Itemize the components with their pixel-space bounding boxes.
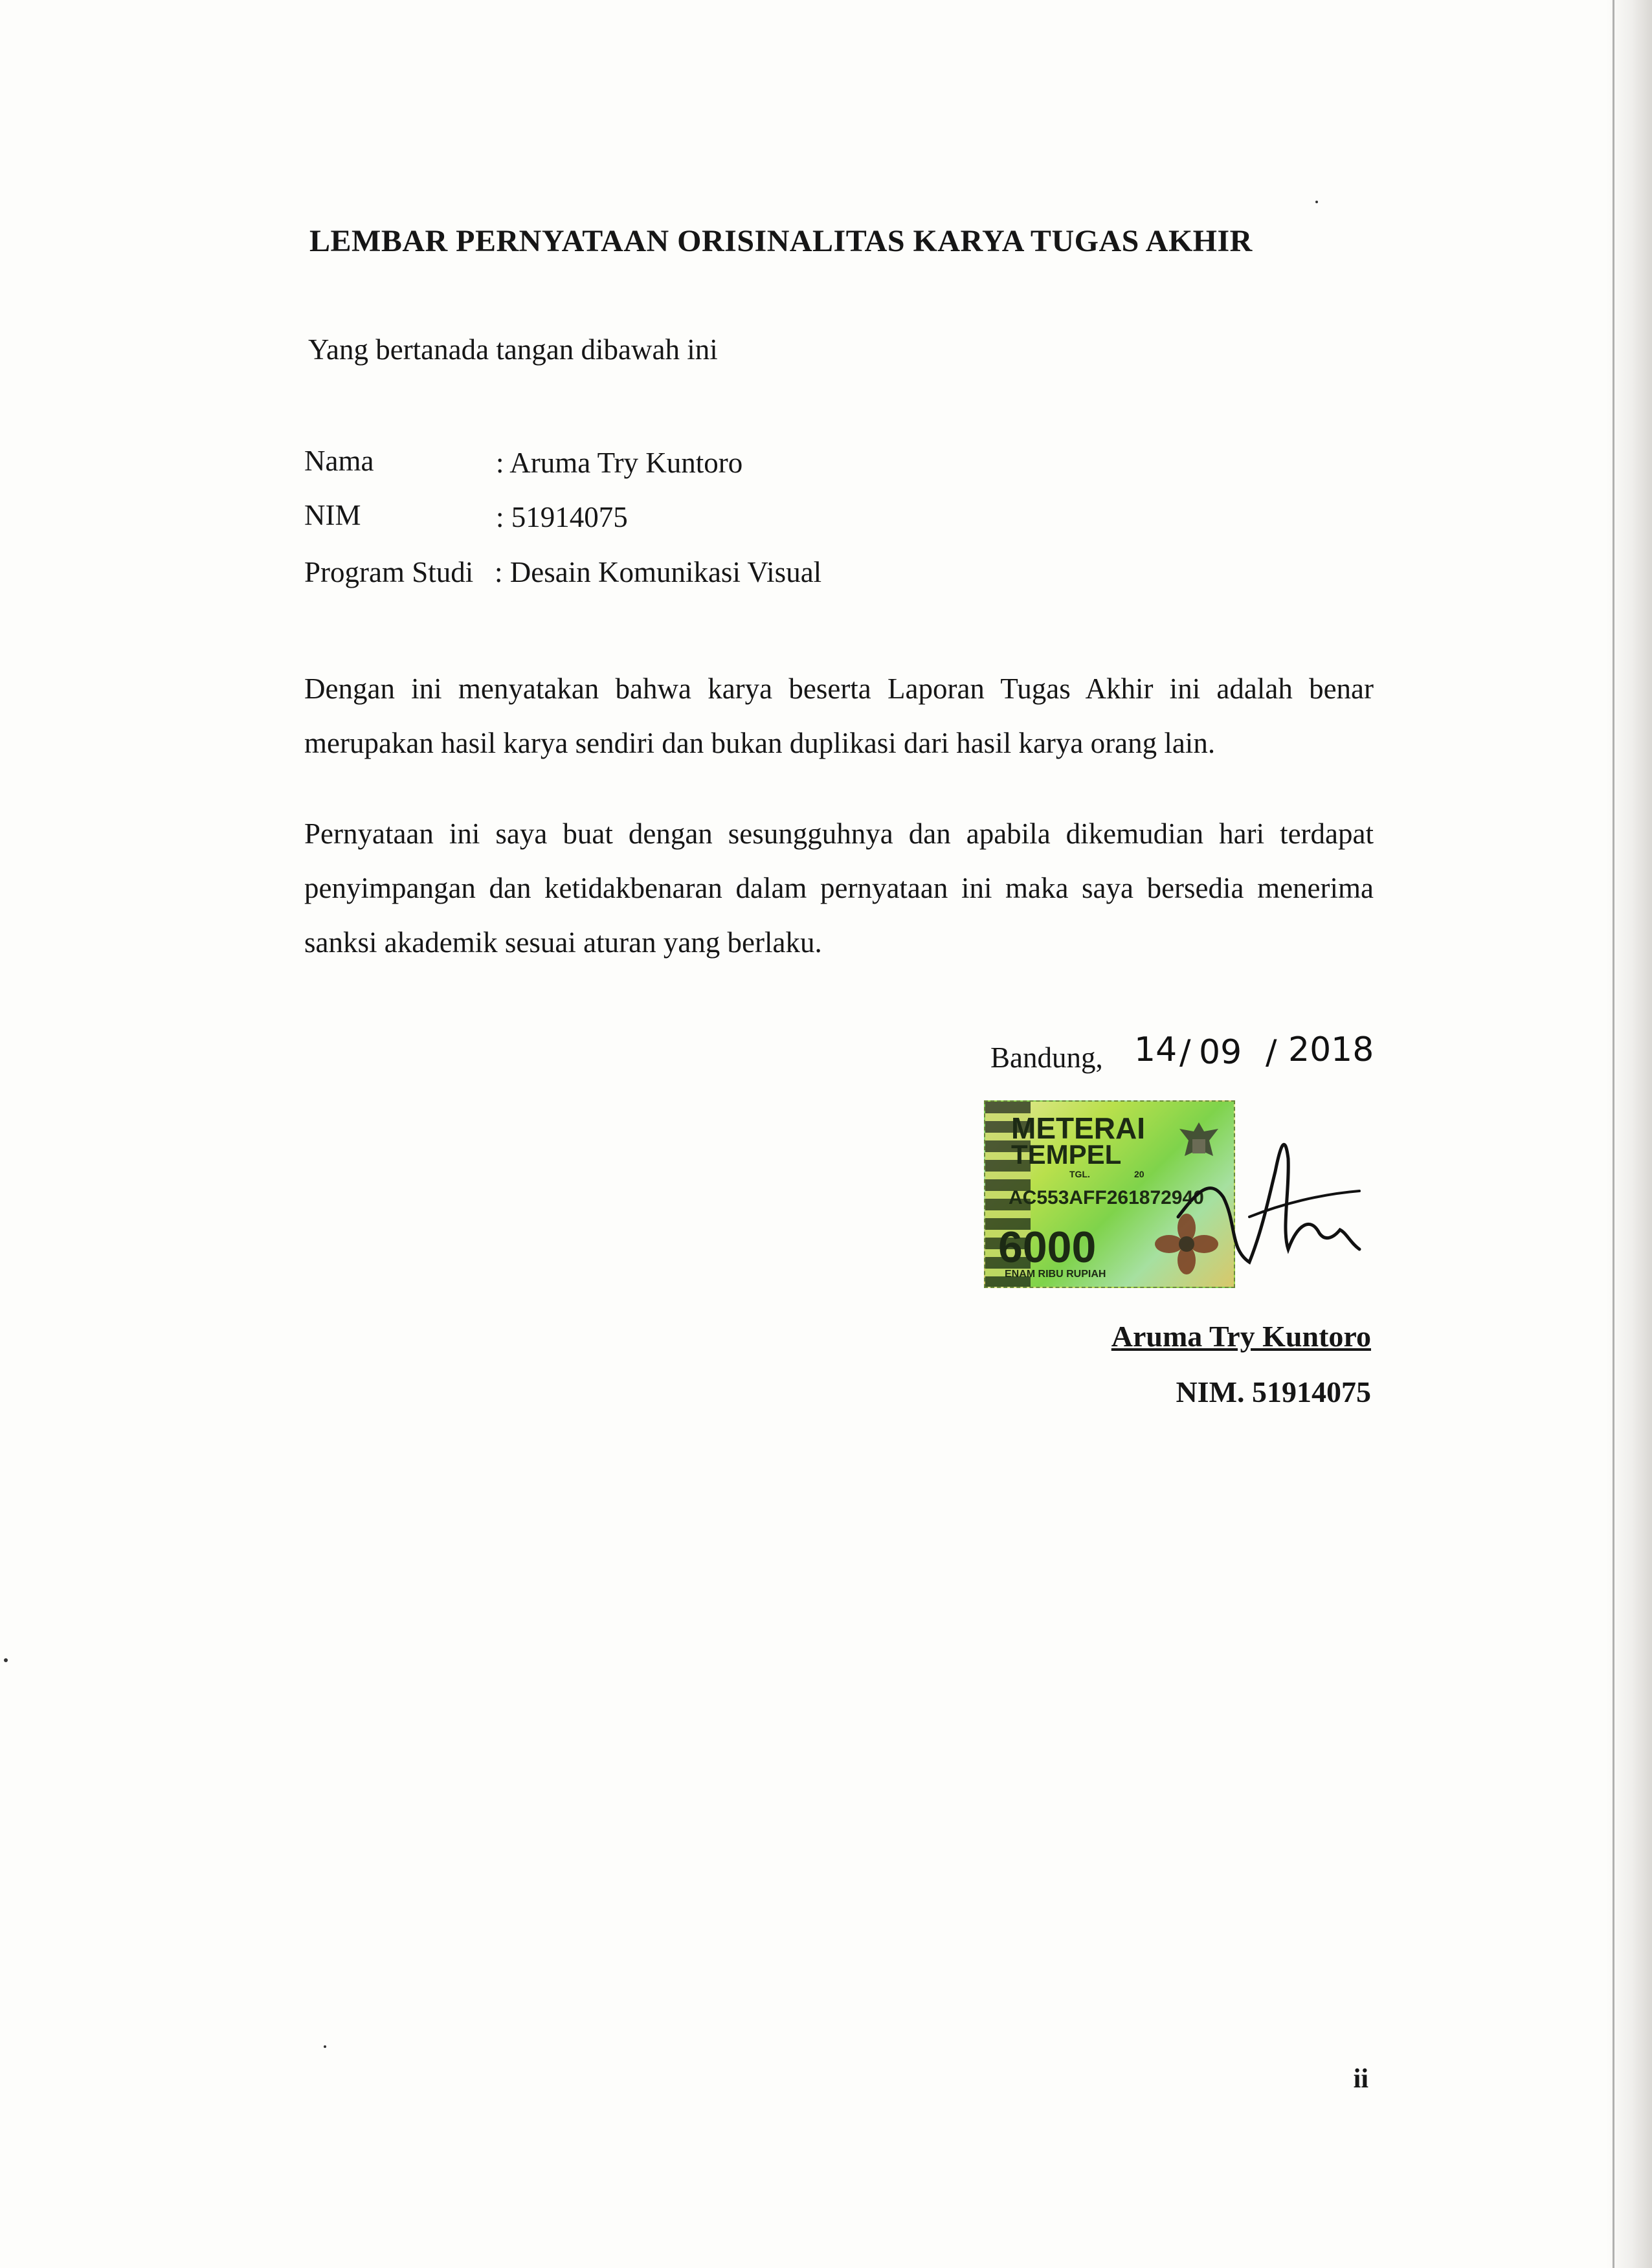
date-separator: / [1179, 1033, 1191, 1072]
page-number: ii [1353, 2064, 1368, 2094]
stamp-line2: TEMPEL [1011, 1139, 1122, 1170]
place-label: Bandung, [990, 1041, 1103, 1074]
field-value-nama: : Aruma Try Kuntoro [496, 447, 743, 479]
stamp-amount: 6000 [998, 1223, 1097, 1272]
stamp-year-prefix: 20 [1134, 1169, 1144, 1179]
field-value-program-studi: : Desain Komunikasi Visual [495, 556, 822, 588]
field-label-nim: NIM [304, 499, 361, 531]
date-day-handwritten: 14 [1134, 1030, 1178, 1069]
stamp-tgl: TGL. [1069, 1169, 1090, 1179]
scan-speck [4, 1658, 8, 1662]
scan-edge-line [1613, 0, 1614, 2268]
date-year-handwritten: 2018 [1288, 1030, 1374, 1069]
signer-nim: NIM. 51914075 [1176, 1375, 1371, 1408]
document-title: LEMBAR PERNYATAAN ORISINALITAS KARYA TUGAS AKHIR [309, 224, 1253, 258]
stamp-words: ENAM RIBU RUPIAH [1005, 1269, 1106, 1280]
statement-paragraph-1: Dengan ini menyatakan bahwa karya beserta Laporan Tugas Akhir ini adalah benar merupakan hasil karya sendiri dan bukan duplikasi dari hasil karya orang lain. [304, 673, 1374, 759]
signer-name: Aruma Try Kuntoro [1111, 1320, 1371, 1353]
scan-speck [1315, 201, 1318, 203]
statement-paragraph-2: Pernyataan ini saya buat dengan sesungguhnya dan apabila dikemudian hari terdapat penyimpangan dan ketidakbenaran dalam pernyataan ini maka saya bersedia menerima sanksi akademik sesuai aturan yang berlaku. [304, 817, 1374, 959]
field-label-program-studi: Program Studi [304, 556, 474, 588]
scan-speck [324, 2045, 326, 2048]
field-value-nim: : 51914075 [496, 501, 628, 533]
date-separator: / [1266, 1033, 1277, 1072]
stamp-line1: METERAI [1011, 1111, 1145, 1145]
handwritten-signature [1152, 1120, 1372, 1282]
intro-text: Yang bertanada tangan dibawah ini [308, 333, 718, 366]
stamp-serial: AC553AFF261872940 [1009, 1187, 1204, 1208]
date-month-handwritten: 09 [1199, 1033, 1242, 1072]
field-label-nama: Nama [304, 445, 374, 477]
